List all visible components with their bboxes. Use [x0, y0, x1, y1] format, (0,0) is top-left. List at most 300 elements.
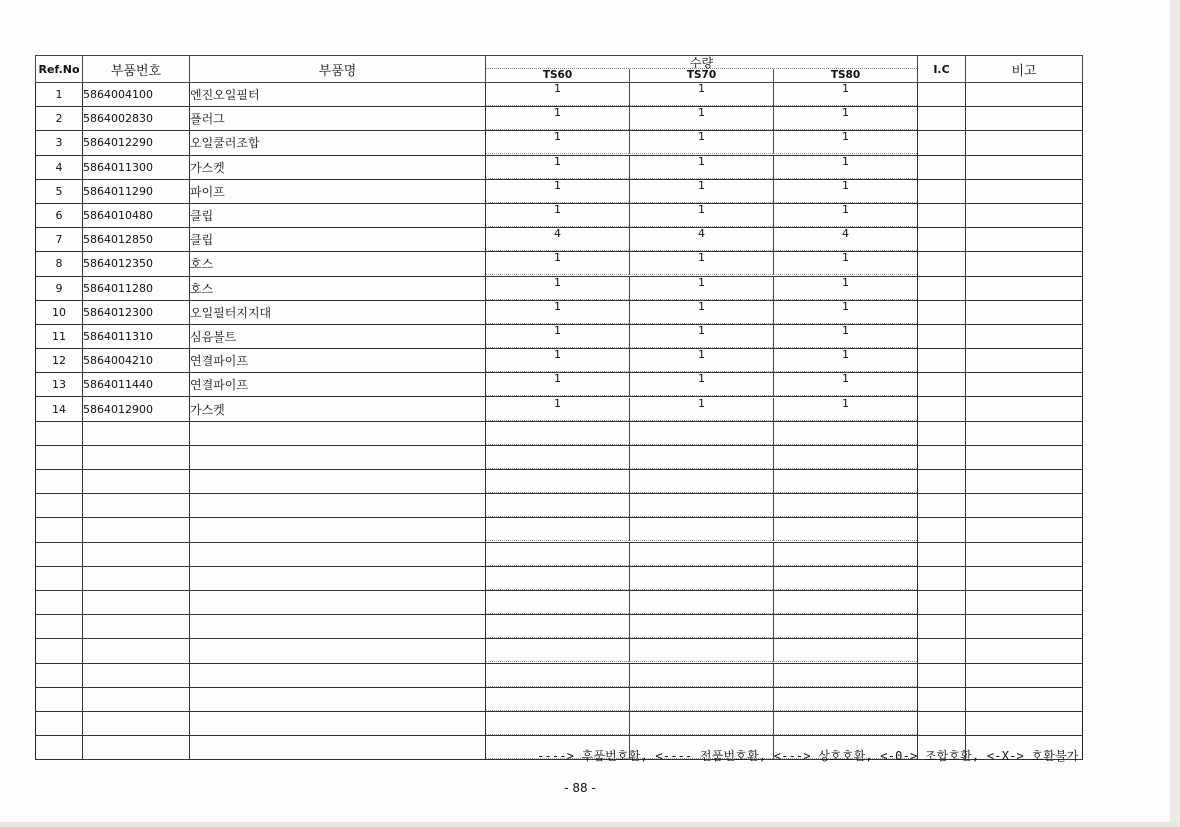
cell-ic: [918, 421, 966, 445]
cell-remarks: [966, 663, 1083, 687]
cell-part-number: 5864012900: [83, 397, 190, 421]
cell-remarks: [966, 349, 1083, 373]
cell-ic: [918, 470, 966, 494]
cell-ref-no: [36, 566, 83, 590]
cell-qty-ts60: [486, 567, 629, 590]
cell-qty-ts70: [629, 470, 773, 493]
scan-edge-bottom: [0, 822, 1180, 827]
qty-value: 1: [698, 130, 705, 144]
cell-part-number: [83, 736, 190, 760]
cell-qty-ts60: [486, 470, 629, 493]
cell-part-name: 가스켓: [190, 397, 486, 421]
cell-quantity-group: [486, 155, 918, 179]
cell-part-name: [190, 494, 486, 518]
cell-qty-ts70: [629, 446, 773, 469]
cell-ic: [918, 566, 966, 590]
table-row: [36, 421, 1083, 445]
cell-quantity-group: [486, 421, 918, 445]
table-row: [36, 615, 1083, 639]
cell-qty-ts80: [773, 615, 917, 638]
cell-qty-ts80: [773, 301, 917, 324]
cell-qty-ts80: [773, 107, 917, 130]
cell-ic: [918, 228, 966, 252]
cell-ref-no: [36, 615, 83, 639]
cell-ref-no: 2: [36, 107, 83, 131]
cell-qty-ts60: [486, 301, 629, 324]
cell-ic: [918, 542, 966, 566]
cell-part-name: 클립: [190, 228, 486, 252]
cell-qty-ts60: [486, 373, 629, 396]
cell-qty-ts70: [629, 664, 773, 687]
cell-qty-ts70: [629, 83, 773, 106]
cell-qty-ts60: [486, 446, 629, 469]
table-row: [36, 131, 1083, 155]
qty-value: 1: [554, 300, 561, 313]
cell-qty-ts70: [629, 228, 773, 251]
cell-qty-ts60: [486, 156, 629, 179]
cell-remarks: [966, 155, 1083, 179]
cell-qty-ts70: [629, 156, 773, 179]
qty-value: 1: [842, 203, 849, 217]
cell-ref-no: [36, 445, 83, 469]
cell-remarks: [966, 590, 1083, 614]
cell-qty-ts80: [773, 180, 917, 203]
qty-value: 1: [698, 348, 705, 362]
cell-qty-ts70: [629, 107, 773, 130]
table-row: [36, 590, 1083, 614]
cell-qty-ts60: [486, 639, 629, 662]
cell-qty-ts60: [486, 325, 629, 348]
cell-quantity-group: [486, 83, 918, 107]
cell-qty-ts80: [773, 446, 917, 469]
header-part-name: 부품명: [190, 56, 486, 83]
cell-qty-ts70: [629, 688, 773, 711]
cell-part-number: 5864011300: [83, 155, 190, 179]
cell-ref-no: [36, 663, 83, 687]
cell-qty-ts80: [773, 688, 917, 711]
cell-quantity-group: [486, 131, 918, 155]
qty-value: 1: [554, 276, 561, 289]
cell-qty-ts70: [629, 325, 773, 348]
cell-part-number: 5864012350: [83, 252, 190, 276]
cell-qty-ts80: [773, 664, 917, 687]
cell-qty-ts70: [629, 615, 773, 638]
cell-ref-no: 10: [36, 300, 83, 324]
cell-ref-no: [36, 542, 83, 566]
cell-part-name: [190, 736, 486, 760]
table-row: [36, 445, 1083, 469]
qty-value: 1: [842, 106, 849, 120]
table-row: [36, 349, 1083, 373]
cell-qty-ts80: [773, 712, 917, 735]
cell-ic: [918, 324, 966, 348]
qty-value: 1: [698, 155, 705, 168]
cell-qty-ts60: [486, 591, 629, 614]
cell-quantity-group: [486, 373, 918, 397]
qty-value: 1: [842, 372, 849, 386]
cell-part-name: [190, 687, 486, 711]
cell-remarks: [966, 421, 1083, 445]
cell-ref-no: [36, 687, 83, 711]
header-model-ts60: TS60: [542, 69, 573, 81]
header-model-row: [486, 68, 917, 82]
header-quantity: 수량: [689, 56, 714, 70]
cell-qty-ts80: [773, 156, 917, 179]
cell-qty-ts60: [486, 422, 629, 445]
qty-value: 1: [554, 130, 561, 144]
cell-qty-ts80: [773, 470, 917, 493]
cell-qty-ts80: [773, 398, 917, 421]
cell-part-name: [190, 421, 486, 445]
cell-part-name: 파이프: [190, 179, 486, 203]
qty-value: 1: [698, 396, 705, 410]
cell-part-number: [83, 470, 190, 494]
cell-qty-ts80: [773, 639, 917, 662]
cell-quantity-group: [486, 300, 918, 324]
cell-qty-ts80: [773, 567, 917, 590]
cell-part-name: [190, 711, 486, 735]
cell-qty-ts80: [773, 373, 917, 396]
cell-ic: [918, 663, 966, 687]
qty-value: 1: [842, 396, 849, 410]
header-ref-no: Ref.No: [36, 56, 83, 83]
cell-quantity-group: [486, 203, 918, 227]
cell-ic: [918, 179, 966, 203]
cell-qty-ts80: [773, 277, 917, 300]
cell-qty-ts80: [773, 131, 917, 154]
cell-qty-ts60: [486, 688, 629, 711]
cell-ic: [918, 252, 966, 276]
cell-part-number: [83, 711, 190, 735]
table-row: [36, 373, 1083, 397]
cell-remarks: [966, 542, 1083, 566]
cell-qty-ts60: [486, 107, 629, 130]
cell-ic: [918, 83, 966, 107]
qty-value: 1: [698, 82, 705, 96]
cell-quantity-group: [486, 276, 918, 300]
cell-ref-no: [36, 711, 83, 735]
cell-ref-no: 14: [36, 397, 83, 421]
qty-value: 1: [554, 82, 561, 96]
cell-part-number: [83, 518, 190, 542]
cell-part-number: 5864011310: [83, 324, 190, 348]
cell-qty-ts80: [773, 325, 917, 348]
qty-value: 1: [698, 203, 705, 217]
cell-qty-ts70: [629, 639, 773, 662]
cell-part-number: [83, 566, 190, 590]
cell-qty-ts70: [629, 373, 773, 396]
table-row: [36, 494, 1083, 518]
cell-ref-no: 8: [36, 252, 83, 276]
table-row: [36, 300, 1083, 324]
cell-qty-ts70: [629, 567, 773, 590]
cell-qty-ts60: [486, 83, 629, 106]
cell-part-name: [190, 445, 486, 469]
cell-ref-no: [36, 518, 83, 542]
cell-part-number: [83, 663, 190, 687]
qty-value: 1: [698, 276, 705, 289]
cell-qty-ts70: [629, 349, 773, 372]
cell-qty-ts80: [773, 83, 917, 106]
cell-qty-ts80: [773, 422, 917, 445]
cell-ic: [918, 349, 966, 373]
cell-part-name: [190, 615, 486, 639]
table-row: [36, 711, 1083, 735]
cell-ic: [918, 155, 966, 179]
cell-remarks: [966, 639, 1083, 663]
cell-qty-ts60: [486, 664, 629, 687]
table-row: [36, 324, 1083, 348]
cell-ic: [918, 711, 966, 735]
qty-value: 1: [698, 179, 705, 192]
cell-qty-ts60: [486, 398, 629, 421]
qty-value: 1: [554, 396, 561, 410]
cell-qty-ts80: [773, 543, 917, 566]
cell-ic: [918, 615, 966, 639]
cell-remarks: [966, 373, 1083, 397]
cell-part-name: 오일쿨러조합: [190, 131, 486, 155]
cell-part-number: 5864004100: [83, 83, 190, 107]
cell-part-name: 호스: [190, 276, 486, 300]
cell-remarks: [966, 131, 1083, 155]
cell-qty-ts70: [629, 180, 773, 203]
cell-qty-ts70: [629, 712, 773, 735]
cell-part-number: 5864011280: [83, 276, 190, 300]
cell-part-number: 5864011440: [83, 373, 190, 397]
cell-quantity-group: [486, 518, 918, 542]
cell-remarks: [966, 107, 1083, 131]
qty-value: 1: [698, 372, 705, 386]
qty-value: 1: [554, 324, 561, 337]
cell-quantity-group: [486, 542, 918, 566]
cell-part-number: [83, 687, 190, 711]
cell-quantity-group: [486, 179, 918, 203]
table-row: [36, 663, 1083, 687]
cell-quantity-group: [486, 228, 918, 252]
cell-remarks: [966, 687, 1083, 711]
cell-part-number: [83, 639, 190, 663]
cell-quantity-group: [486, 494, 918, 518]
cell-quantity-group: [486, 252, 918, 276]
cell-qty-ts70: [629, 518, 773, 541]
cell-qty-ts80: [773, 591, 917, 614]
cell-ic: [918, 300, 966, 324]
cell-qty-ts60: [486, 131, 629, 154]
cell-ref-no: 1: [36, 83, 83, 107]
qty-value: 4: [842, 227, 849, 241]
cell-qty-ts80: [773, 204, 917, 227]
qty-value: 1: [842, 155, 849, 168]
cell-remarks: [966, 711, 1083, 735]
qty-value: 1: [698, 251, 705, 265]
cell-quantity-group: [486, 397, 918, 421]
cell-quantity-group: [486, 349, 918, 373]
cell-ic: [918, 639, 966, 663]
cell-quantity-group: [486, 324, 918, 348]
cell-part-number: [83, 590, 190, 614]
cell-remarks: [966, 203, 1083, 227]
table-row: [36, 687, 1083, 711]
qty-value: 1: [698, 324, 705, 337]
cell-qty-ts70: [629, 398, 773, 421]
cell-qty-ts60: [486, 228, 629, 251]
cell-qty-ts70: [629, 277, 773, 300]
cell-part-name: 엔진오일필터: [190, 83, 486, 107]
cell-part-number: 5864012850: [83, 228, 190, 252]
cell-qty-ts70: [629, 591, 773, 614]
cell-remarks: [966, 300, 1083, 324]
table-row: [36, 252, 1083, 276]
cell-ref-no: 11: [36, 324, 83, 348]
header-part-number: 부품번호: [83, 56, 190, 83]
cell-quantity-group: [486, 590, 918, 614]
cell-part-number: 5864012300: [83, 300, 190, 324]
cell-part-name: 클립: [190, 203, 486, 227]
table-row: [36, 518, 1083, 542]
cell-part-number: [83, 494, 190, 518]
cell-qty-ts70: [629, 543, 773, 566]
header-quantity-group: [486, 56, 918, 83]
cell-qty-ts80: [773, 349, 917, 372]
cell-remarks: [966, 276, 1083, 300]
qty-value: 1: [698, 106, 705, 120]
cell-remarks: [966, 397, 1083, 421]
qty-value: 1: [842, 324, 849, 337]
cell-part-name: [190, 639, 486, 663]
cell-remarks: [966, 615, 1083, 639]
cell-ref-no: [36, 470, 83, 494]
cell-part-name: [190, 663, 486, 687]
cell-quantity-group: [486, 107, 918, 131]
cell-quantity-group: [486, 687, 918, 711]
cell-ic: [918, 107, 966, 131]
cell-ref-no: 7: [36, 228, 83, 252]
cell-ref-no: 6: [36, 203, 83, 227]
cell-remarks: [966, 494, 1083, 518]
cell-remarks: [966, 83, 1083, 107]
qty-value: 1: [554, 372, 561, 386]
cell-ref-no: [36, 736, 83, 760]
table-row: [36, 276, 1083, 300]
cell-part-number: [83, 421, 190, 445]
cell-remarks: [966, 518, 1083, 542]
header-remarks: 비고: [966, 56, 1083, 83]
qty-value: 1: [842, 179, 849, 192]
cell-part-name: 연결파이프: [190, 373, 486, 397]
cell-part-number: 5864010480: [83, 203, 190, 227]
cell-ic: [918, 203, 966, 227]
cell-qty-ts60: [486, 615, 629, 638]
header-model-ts80: TS80: [773, 69, 917, 82]
cell-part-number: [83, 542, 190, 566]
qty-value: 1: [842, 276, 849, 289]
page-number: - 88 -: [564, 781, 596, 795]
cell-qty-ts60: [486, 180, 629, 203]
cell-qty-ts70: [629, 494, 773, 517]
cell-qty-ts60: [486, 277, 629, 300]
cell-ref-no: [36, 494, 83, 518]
cell-quantity-group: [486, 615, 918, 639]
cell-part-name: [190, 590, 486, 614]
qty-value: 1: [554, 179, 561, 192]
cell-remarks: [966, 228, 1083, 252]
table-header-row: [36, 56, 1083, 83]
cell-remarks: [966, 179, 1083, 203]
qty-value: 1: [842, 251, 849, 265]
cell-ic: [918, 494, 966, 518]
table-row: [36, 228, 1083, 252]
cell-ref-no: [36, 590, 83, 614]
interchangeability-legend: ----> 후품번호환, <---- 전품번호환, <---> 상호호환, <-0-> 조합호환, <-X-> 호환불가: [537, 749, 1079, 763]
table-row: [36, 203, 1083, 227]
cell-part-name: [190, 542, 486, 566]
cell-remarks: [966, 566, 1083, 590]
cell-ref-no: 13: [36, 373, 83, 397]
cell-ic: [918, 131, 966, 155]
qty-value: 1: [554, 251, 561, 265]
cell-part-number: 5864012290: [83, 131, 190, 155]
header-ic: I.C: [918, 56, 966, 83]
cell-ref-no: 12: [36, 349, 83, 373]
cell-qty-ts70: [629, 252, 773, 275]
cell-qty-ts80: [773, 494, 917, 517]
cell-ref-no: 4: [36, 155, 83, 179]
cell-part-name: [190, 566, 486, 590]
qty-value: 1: [698, 300, 705, 313]
table-row: [36, 542, 1083, 566]
cell-qty-ts70: [629, 301, 773, 324]
cell-ref-no: [36, 639, 83, 663]
cell-qty-ts60: [486, 518, 629, 541]
cell-quantity-group: [486, 663, 918, 687]
cell-part-name: [190, 518, 486, 542]
qty-value: 4: [554, 227, 561, 241]
cell-ic: [918, 590, 966, 614]
table-row: [36, 107, 1083, 131]
cell-quantity-group: [486, 639, 918, 663]
qty-value: 4: [698, 227, 705, 241]
cell-ic: [918, 397, 966, 421]
cell-ic: [918, 373, 966, 397]
cell-remarks: [966, 445, 1083, 469]
cell-quantity-group: [486, 711, 918, 735]
qty-value: 1: [554, 348, 561, 362]
cell-qty-ts60: [486, 494, 629, 517]
cell-qty-ts70: [629, 131, 773, 154]
cell-quantity-group: [486, 445, 918, 469]
cell-qty-ts60: [486, 204, 629, 227]
cell-part-number: 5864004210: [83, 349, 190, 373]
header-model-ts70: TS70: [629, 69, 773, 82]
table-row: [36, 155, 1083, 179]
cell-qty-ts80: [773, 228, 917, 251]
cell-qty-ts80: [773, 518, 917, 541]
table-row: [36, 83, 1083, 107]
cell-ref-no: 3: [36, 131, 83, 155]
cell-qty-ts70: [629, 204, 773, 227]
cell-qty-ts70: [629, 422, 773, 445]
cell-part-name: 오일필터지지대: [190, 300, 486, 324]
table-row: [36, 639, 1083, 663]
cell-part-name: [190, 470, 486, 494]
qty-value: 1: [842, 300, 849, 313]
cell-part-number: [83, 445, 190, 469]
cell-part-name: 연결파이프: [190, 349, 486, 373]
cell-ref-no: [36, 421, 83, 445]
parts-table: [35, 55, 1083, 760]
qty-value: 1: [554, 155, 561, 168]
cell-qty-ts60: [486, 252, 629, 275]
